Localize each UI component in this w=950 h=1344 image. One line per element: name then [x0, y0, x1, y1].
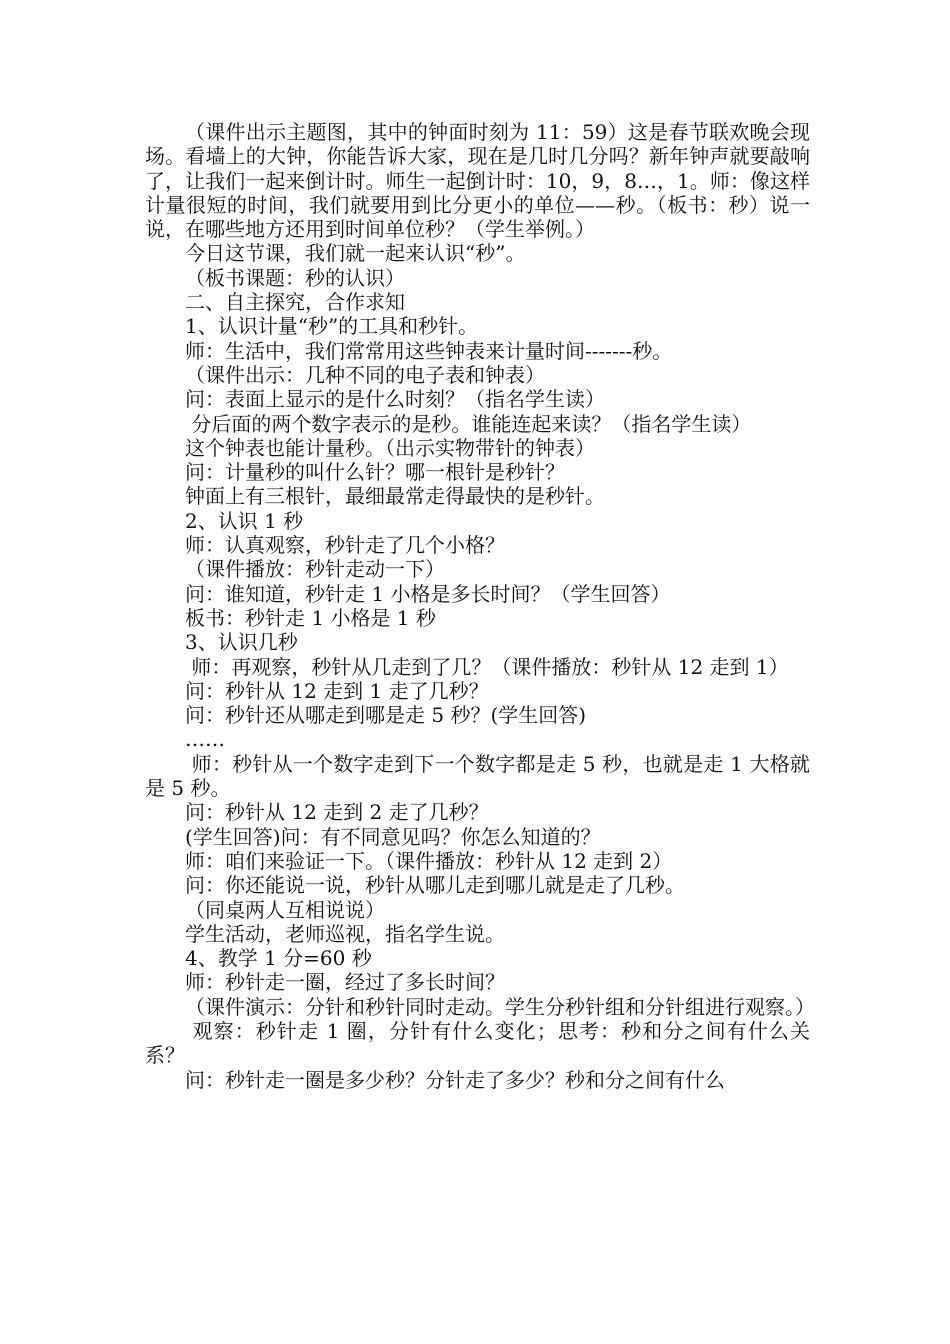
paragraph: 师：咱们来验证一下。（课件播放：秒针从 12 走到 2） — [185, 848, 673, 873]
paragraph: （课件出示：几种不同的电子表和钟表） — [185, 362, 545, 387]
paragraph: 师：再观察，秒针从几走到了几？（课件播放：秒针从 12 走到 1） — [185, 654, 789, 679]
paragraph: 问：秒针从 12 走到 2 走了几秒？ — [185, 800, 489, 825]
paragraph: 师：秒针从一个数字走到下一个数字都是走 5 秒，也就是走 1 大格就是 5 秒。 — [145, 751, 810, 801]
subsection-heading: 2、认识 1 秒 — [185, 508, 304, 533]
paragraph: （同桌两人互相说说） — [185, 897, 385, 922]
paragraph: 学生活动，老师巡视，指名学生说。 — [185, 921, 505, 946]
paragraph: （课件播放：秒针走动一下） — [185, 557, 445, 582]
paragraph: 今日这节课，我们就一起来认识“秒”。 — [185, 241, 526, 266]
paragraph: 师：生活中，我们常常用这些钟表来计量时间-------秒。 — [185, 338, 673, 363]
section-heading: 二、自主探究，合作求知 — [185, 290, 405, 315]
lesson-plan-text — [145, 120, 815, 1092]
paragraph: 分后面的两个数字表示的是秒。谁能连起来读？（指名学生读） — [185, 411, 752, 436]
paragraph: 板书：秒针走 1 小格是 1 秒 — [185, 605, 436, 630]
paragraph: 问：秒针从 12 走到 1 走了几秒？ — [185, 678, 489, 703]
paragraph: 问：谁知道，秒针走 1 小格是多长时间？（学生回答） — [185, 581, 671, 606]
subsection-heading: 3、认识几秒 — [185, 630, 298, 655]
ellipsis-line: …… — [185, 727, 225, 752]
paragraph: 观察：秒针走 1 圈，分针有什么变化；思考：秒和分之间有什么关系？ — [145, 1018, 810, 1068]
paragraph: 这个钟表也能计量秒。（出示实物带针的钟表） — [185, 435, 595, 460]
subsection-heading: 4、教学 1 分=60 秒 — [185, 946, 372, 971]
intro-paragraph: （课件出示主题图，其中的钟面时刻为 11：59）这是春节联欢晚会现场。看墙上的大钟，你能告诉大家，现在是几时几分吗？新年钟声就要敲响了，让我们一起来倒计时。师生一起倒计时：10，9，8…，1。师：像这样计量很短的时间，我们就要用到比分更小的单位——秒。（板书：秒）说一说，在哪些地方还用到时间单位秒？（学生举例。） — [145, 120, 810, 242]
paragraph: 师：认真观察，秒针走了几个小格？ — [185, 533, 505, 558]
paragraph: 问：秒针走一圈是多少秒？分针走了多少？秒和分之间有什么 — [185, 1067, 725, 1092]
paragraph: （课件演示：分针和秒针同时走动。学生分秒针组和分针组进行观察。） — [185, 994, 815, 1019]
paragraph: 问：秒针还从哪走到哪是走 5 秒？(学生回答) — [185, 703, 587, 728]
paragraph: (学生回答)问：有不同意见吗？你怎么知道的？ — [185, 824, 601, 849]
paragraph: （板书课题：秒的认识） — [185, 265, 405, 290]
paragraph: 钟面上有三根针，最细最常走得最快的是秒针。 — [185, 484, 605, 509]
subsection-heading: 1、认识计量“秒”的工具和秒针。 — [185, 314, 479, 339]
paragraph: 问：你还能说一说，秒针从哪儿走到哪儿就是走了几秒。 — [185, 873, 685, 898]
paragraph: 问：表面上显示的是什么时刻？（指名学生读） — [185, 387, 605, 412]
paragraph: 师：秒针走一圈，经过了多长时间？ — [185, 970, 505, 995]
paragraph: 问：计量秒的叫什么针？哪一根针是秒针？ — [185, 460, 565, 485]
